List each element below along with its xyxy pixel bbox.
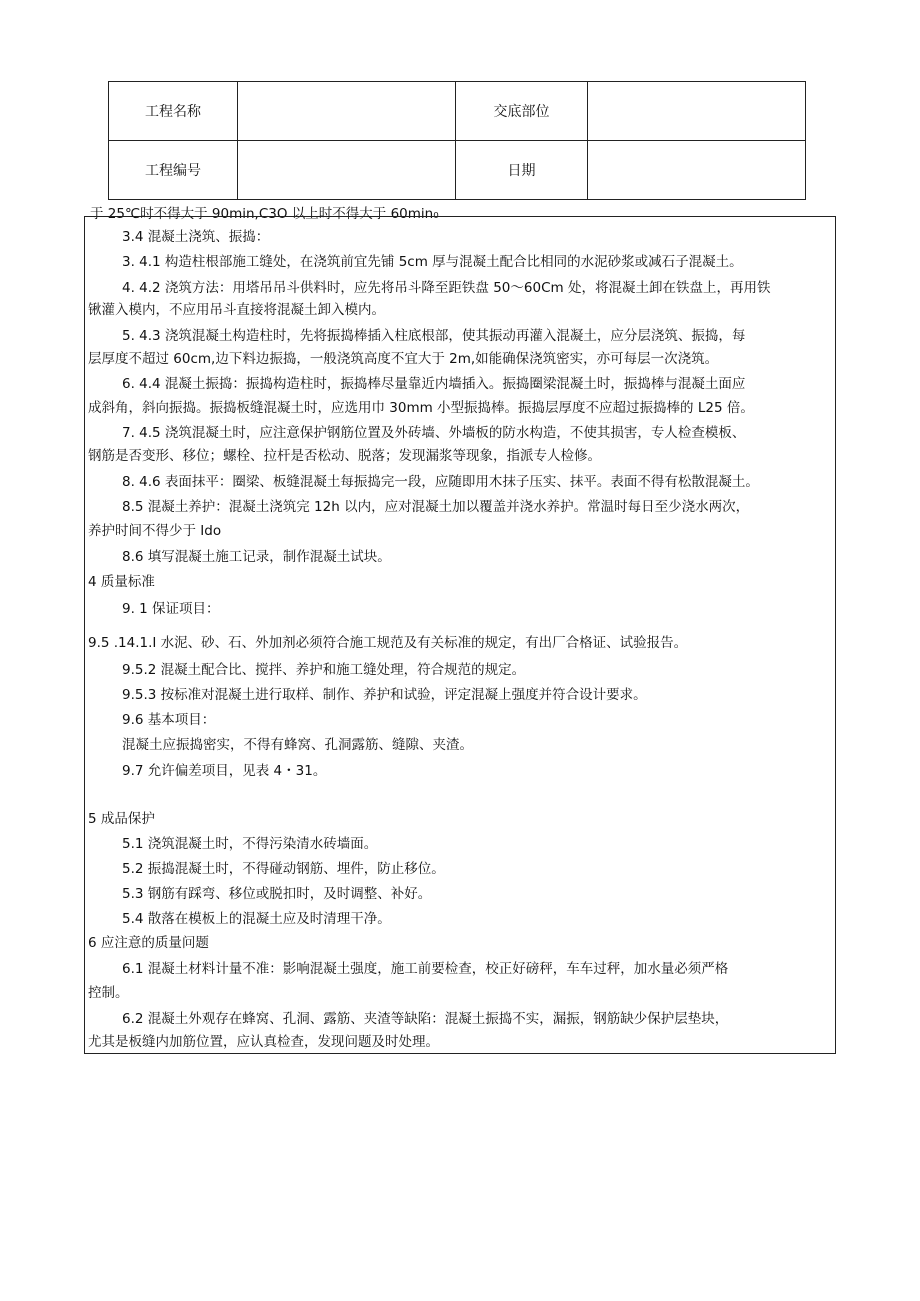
project-name-label: 工程名称 xyxy=(109,82,238,141)
text-line: 9.6 基本项目： xyxy=(122,712,216,728)
text-line: 5.2 振捣混凝土时，不得碰动钢筋、埋件，防止移位。 xyxy=(122,861,445,877)
header-row-2 xyxy=(109,141,806,200)
text-line: 混凝土应振捣密实，不得有蜂窝、孔洞露筋、缝隙、夹渣。 xyxy=(122,737,473,753)
text-line: 7. 4.5 浇筑混凝土时，应注意保护钢筋位置及外砖墙、外墙板的防水构造，不使其损害，专人检查模板、 xyxy=(122,425,746,441)
text-line: 控制。 xyxy=(88,985,129,1001)
project-name-value xyxy=(238,82,456,141)
text-line: 8. 4.6 表面抹平：圈梁、板缝混凝土每振捣完一段，应随即用木抹子压实、抹平。表面不得有松散混凝土。 xyxy=(122,474,759,490)
text-line: 层厚度不超过 60cm,边下料边振捣，一般浇筑高度不宜大于 2m,如能确保浇筑密实，亦可每层一次浇筑。 xyxy=(88,351,719,367)
date-label: 日期 xyxy=(456,141,588,200)
text-line: 9.5.2 混凝土配合比、搅拌、养护和施工缝处理，符合规范的规定。 xyxy=(122,662,526,678)
date-value xyxy=(588,141,806,200)
text-line: 8.6 填写混凝土施工记录，制作混凝土试块。 xyxy=(122,549,391,565)
text-line: 成斜角，斜向振捣。振捣板缝混凝土时，应选用巾 30mm 小型振捣棒。振捣层厚度不应超过振捣棒的 L25 倍。 xyxy=(88,400,754,416)
text-line: 9.7 允许偏差项目，见表 4・31。 xyxy=(122,763,327,779)
text-line: 4. 4.2 浇筑方法：用塔吊吊斗供料时，应先将吊斗降至距铁盘 50～60Cm 处，将混凝土卸在铁盘上，再用铁 xyxy=(122,280,771,296)
text-line: 5. 4.3 浇筑混凝土构造柱时，先将振捣棒插入柱底根部，使其振动再灌入混凝土，应分层浇筑、振捣，每 xyxy=(122,328,746,344)
text-line: 9.5.3 按标准对混凝土进行取样、制作、养护和试验，评定混凝上强度并符合设计要求。 xyxy=(122,687,647,703)
project-number-value xyxy=(238,141,456,200)
text-line: 6.2 混凝土外观存在蜂窝、孔洞、露筋、夹渣等缺陷：混凝土振捣不实，漏振，钢筋缺少保护层垫块， xyxy=(122,1011,729,1027)
section-heading: 6 应注意的质量问题 xyxy=(88,935,209,951)
text-line: 6. 4.4 混凝土振捣：振捣构造柱时，振捣棒尽量靠近内墙插入。振捣圈梁混凝土时，振捣棒与混凝土面应 xyxy=(122,376,746,392)
header-info-table xyxy=(108,81,806,200)
text-line: 钢筋是否变形、移位；螺栓、拉杆是否松动、脱落；发现漏浆等现象，指派专人检修。 xyxy=(88,448,601,464)
text-line: 5.1 浇筑混凝土时，不得污染清水砖墙面。 xyxy=(122,836,378,852)
header-row-1 xyxy=(109,82,806,141)
text-line: 9.5 .14.1.I 水泥、砂、石、外加剂必须符合施工规范及有关标准的规定，有出厂合格证、试验报告。 xyxy=(88,635,688,651)
text-line: 锹灌入模内，不应用吊斗直接将混凝土卸入模内。 xyxy=(88,302,385,318)
disclosure-part-label: 交底部位 xyxy=(456,82,588,141)
text-line: 养护时间不得少于 Ido xyxy=(88,523,222,539)
text-line: 3. 4.1 构造柱根部施工缝处，在浇筑前宜先铺 5cm 厚与混凝土配合比相同的水泥砂浆或减石子混凝土。 xyxy=(122,254,743,270)
disclosure-part-value xyxy=(588,82,806,141)
project-number-label: 工程编号 xyxy=(109,141,238,200)
text-line: 5.3 钢筋有踩弯、移位或脱扣时，及时调整、补好。 xyxy=(122,886,432,902)
text-line: 9. 1 保证项目： xyxy=(122,601,220,617)
text-line: 尤其是板缝内加筋位置，应认真检查，发现问题及时处理。 xyxy=(88,1034,439,1050)
continuation-note: 于 25℃时不得大于 90min,C3O 以上时不得大于 60min₀ xyxy=(90,206,439,222)
section-heading: 4 质量标准 xyxy=(88,574,155,590)
section-heading: 5 成品保护 xyxy=(88,811,155,827)
text-line: 3.4 混凝土浇筑、振捣： xyxy=(122,229,270,245)
text-line: 8.5 混凝土养护：混凝土浇筑完 12h 以内，应对混凝土加以覆盖并浇水养护。常温时每日至少浇水两次， xyxy=(122,499,750,515)
text-line: 5.4 散落在模板上的混凝土应及时清理干净。 xyxy=(122,911,391,927)
text-line: 6.1 混凝土材料计量不准：影响混凝土强度，施工前要检查，校正好磅秤，车车过秤，加水量必须严格 xyxy=(122,961,729,977)
